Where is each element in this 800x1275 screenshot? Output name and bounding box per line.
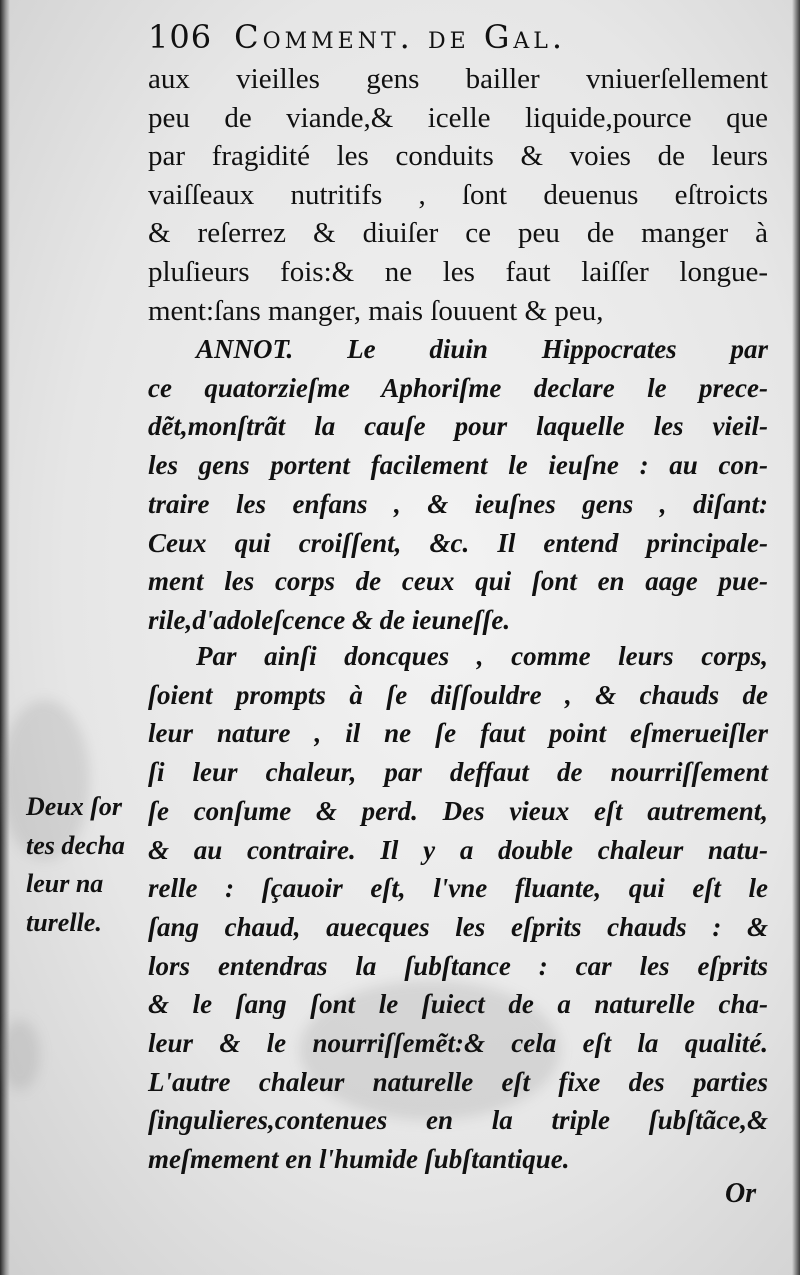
- text-line: peu de viande,& icelle liquide,pource que: [148, 101, 768, 134]
- text-line: leur nature , il ne ſe faut point eſmerueiſler: [148, 718, 768, 749]
- running-header: [148, 18, 566, 56]
- text-line: ſang chaud, auecques les eſprits chauds : &: [148, 911, 768, 942]
- margin-line: tes decha: [26, 830, 125, 860]
- text-line: pluſieurs fois:& ne les faut laiſſer longue-: [148, 255, 768, 288]
- text-line: vaiſſeaux nutritifs , ſont deuenus eſtroicts: [148, 178, 768, 211]
- text-line: traire les enfans , & ieuſnes gens , diſant:: [148, 488, 768, 519]
- page-edge-shadow: [792, 0, 800, 1275]
- text-line: ſi leur chaleur, par deffaut de nourriſſement: [148, 757, 768, 788]
- page-number: 106: [148, 18, 213, 56]
- text-line: relle : ſçauoir eſt, l'vne fluante, qui eſt le: [148, 873, 768, 904]
- text-line: aux vieilles gens bailler vniuerſellement: [148, 63, 768, 95]
- annotation-paragraph: [148, 330, 768, 640]
- text-line: par fragidité les conduits & voies de leurs: [148, 140, 768, 173]
- text-line: ANNOT. Le diuin Hippocrates par: [196, 334, 768, 364]
- text-line: ſingulieres,contenues en la triple ſubſtãce,&: [148, 1105, 768, 1136]
- text-line: Par ainſi doncques , comme leurs corps,: [196, 641, 768, 671]
- marginal-note: [26, 788, 146, 942]
- text-line: meſmement en l'humide ſubſtantique.: [148, 1144, 570, 1175]
- text-line: ment les corps de ceux qui ſont en aage pue-: [148, 566, 768, 597]
- text-line: ſe conſume & perd. Des vieux eſt autrement,: [148, 795, 768, 826]
- text-line: & au contraire. Il y a double chaleur natu-: [148, 834, 768, 865]
- text-line: ſoient prompts à ſe diſſouldre , & chauds de: [148, 679, 768, 710]
- text-line: rile,d'adoleſcence & de ieuneſſe.: [148, 604, 511, 635]
- text-line: les gens portent facilement le ieuſne : au con-: [148, 450, 768, 481]
- margin-line: leur na: [26, 869, 104, 898]
- running-title: Comment. de Gal.: [234, 18, 567, 56]
- text-line: ment:ſans manger, mais ſouuent & peu,: [148, 294, 604, 327]
- text-line: ce quatorzieſme Aphoriſme declare le prece-: [148, 372, 768, 403]
- text-line: & reſerrez & diuiſer ce peu de manger à: [148, 217, 768, 250]
- paragraph-2: [148, 637, 768, 1179]
- text-line: L'autre chaleur naturelle eſt fixe des parties: [148, 1066, 768, 1097]
- margin-line: Deux ſor: [26, 792, 123, 821]
- paragraph-1: [148, 60, 768, 330]
- water-stain: [0, 1020, 40, 1090]
- margin-line: turelle.: [26, 907, 102, 937]
- text-line: Ceux qui croiſſent, &c. Il entend principale-: [148, 527, 768, 558]
- text-line: dẽt,monſtrãt la cauſe pour laquelle les vieil-: [148, 411, 768, 442]
- text-line: & le ſang ſont le ſuiect de a naturelle cha-: [148, 989, 768, 1020]
- catchword: Or: [725, 1178, 757, 1209]
- text-line: lors entendras la ſubſtance : car les eſprits: [148, 950, 768, 981]
- text-line: leur & le nourriſſemẽt:& cela eſt la qualité.: [148, 1028, 768, 1059]
